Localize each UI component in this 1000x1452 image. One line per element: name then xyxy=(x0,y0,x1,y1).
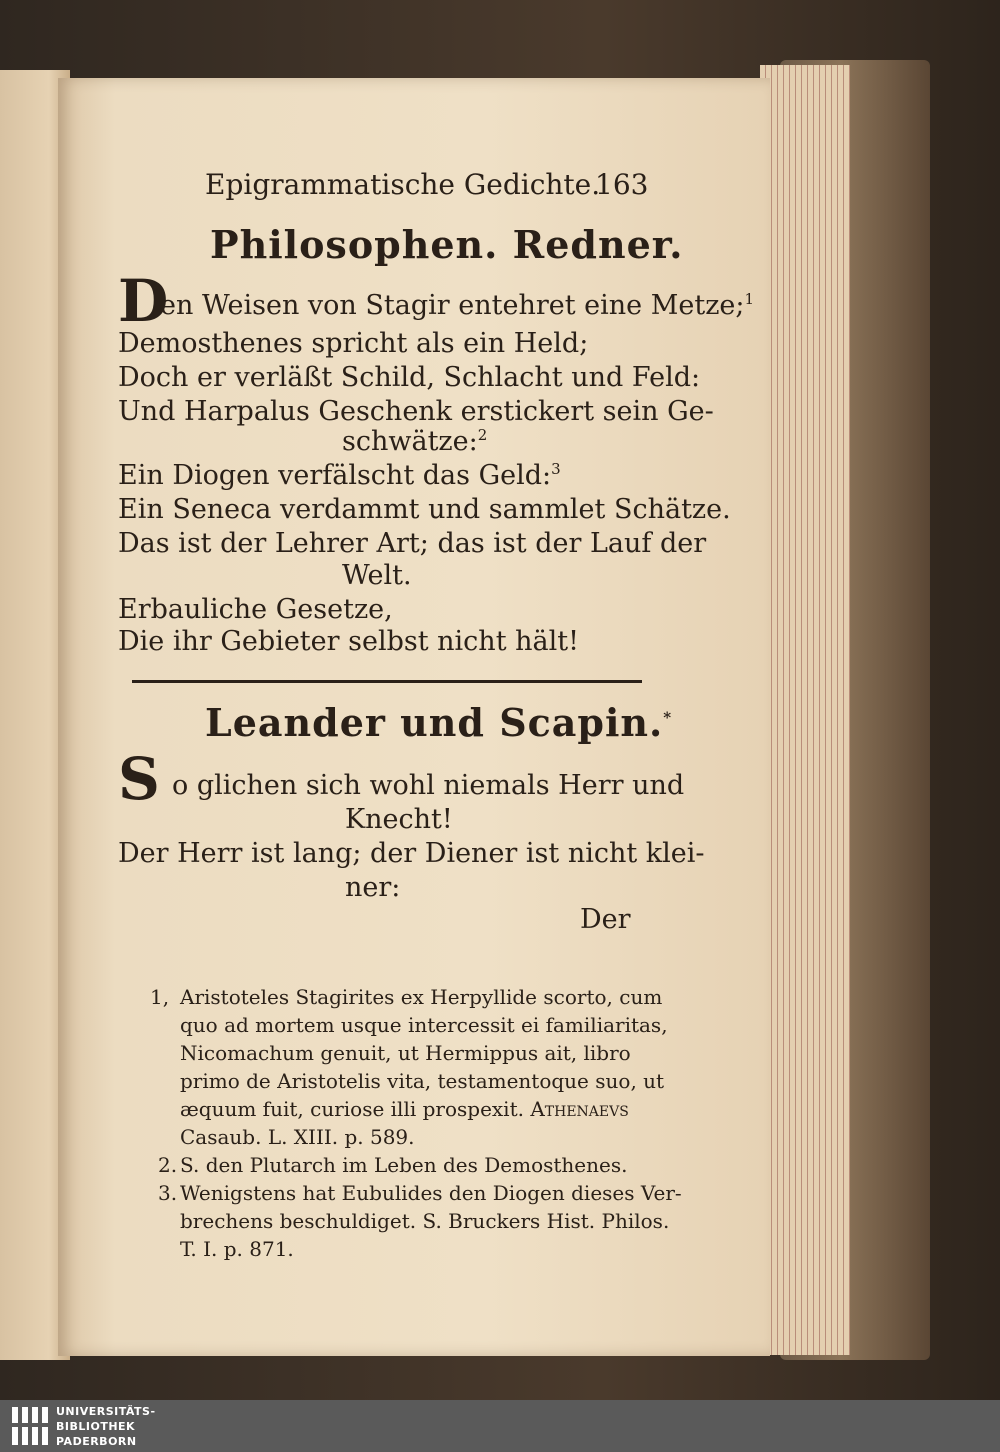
footnote-number: 2. xyxy=(158,1153,178,1177)
note-ref: 1 xyxy=(744,290,755,308)
note-ref: 2 xyxy=(477,426,488,444)
footnote-line: Casaub. L. XIII. p. 589. xyxy=(180,1125,415,1149)
footnote-line: S. den Plutarch im Leben des Demosthenes. xyxy=(180,1153,628,1177)
footnote-author: Athenaevs xyxy=(530,1097,629,1121)
poem2-title: Leander und Scapin.* xyxy=(205,700,673,745)
poem2-line: o glichen sich wohl niemals Herr und xyxy=(172,770,685,801)
footnote-line: æquum fuit, curiose illi prospexit. Athenaevs xyxy=(180,1097,629,1121)
poem2-line: Knecht! xyxy=(345,804,453,835)
poem1-title: Philosophen. Redner. xyxy=(210,222,684,267)
poem1-line: Erbauliche Gesetze, xyxy=(118,594,393,625)
section-divider xyxy=(132,680,642,683)
footnote-line: T. I. p. 871. xyxy=(180,1237,294,1261)
library-logo-icon xyxy=(10,1405,50,1447)
poem1-line: Ein Diogen verfälscht das Geld:$^3$ xyxy=(118,460,561,491)
poem1-line: Ein Seneca verdammt und sammlet Schätze. xyxy=(118,494,731,525)
footnote-line: Nicomachum genuit, ut Hermippus ait, libro xyxy=(180,1041,631,1065)
poem1-line: en Weisen von Stagir entehret eine Metze;$^1$ xyxy=(160,290,755,321)
page-edges xyxy=(760,65,850,1355)
page-number: 163 xyxy=(595,168,649,201)
footnote-number: 1, xyxy=(150,985,170,1009)
footnote-line: Aristoteles Stagirites ex Herpyllide scorto, cum xyxy=(180,985,663,1009)
poem2-line: ner: xyxy=(345,872,401,903)
poem1-line: Das ist der Lehrer Art; das ist der Lauf der xyxy=(118,528,707,559)
poem2-line: Der Herr ist lang; der Diener ist nicht klei- xyxy=(118,838,705,869)
poem1-line: Welt. xyxy=(342,560,412,591)
footnote-line: Wenigstens hat Eubulides den Diogen dieses Ver- xyxy=(180,1181,682,1205)
poem1-drop-cap: D xyxy=(118,267,169,335)
running-head: Epigrammatische Gedichte. xyxy=(205,168,601,201)
catchword: Der xyxy=(580,904,631,935)
footnote-line: quo ad mortem usque intercessit ei familiaritas, xyxy=(180,1013,668,1037)
poem1-line: Demosthenes spricht als ein Held; xyxy=(118,328,589,359)
library-footer xyxy=(0,1400,1000,1452)
note-ref: 3 xyxy=(551,460,561,478)
poem1-line: Doch er verläßt Schild, Schlacht und Feld: xyxy=(118,362,701,393)
poem2-drop-cap: S xyxy=(118,745,160,813)
poem1-line: Die ihr Gebieter selbst nicht hält! xyxy=(118,626,579,657)
footnote-line: brechens beschuldiget. S. Bruckers Hist. Philos. xyxy=(180,1209,670,1233)
library-name-line: BIBLIOTHEK xyxy=(56,1420,136,1433)
poem1-line: Und Harpalus Geschenk erstickert sein Ge- xyxy=(118,396,714,427)
poem1-line: schwätze:$^2$ xyxy=(342,426,488,457)
footnote-line: primo de Aristotelis vita, testamentoque suo, ut xyxy=(180,1069,665,1093)
library-name-line: PADERBORN xyxy=(56,1435,137,1448)
note-ref: * xyxy=(663,708,673,727)
library-name-line: UNIVERSITÄTS- xyxy=(56,1405,156,1418)
footnote-number: 3. xyxy=(158,1181,178,1205)
